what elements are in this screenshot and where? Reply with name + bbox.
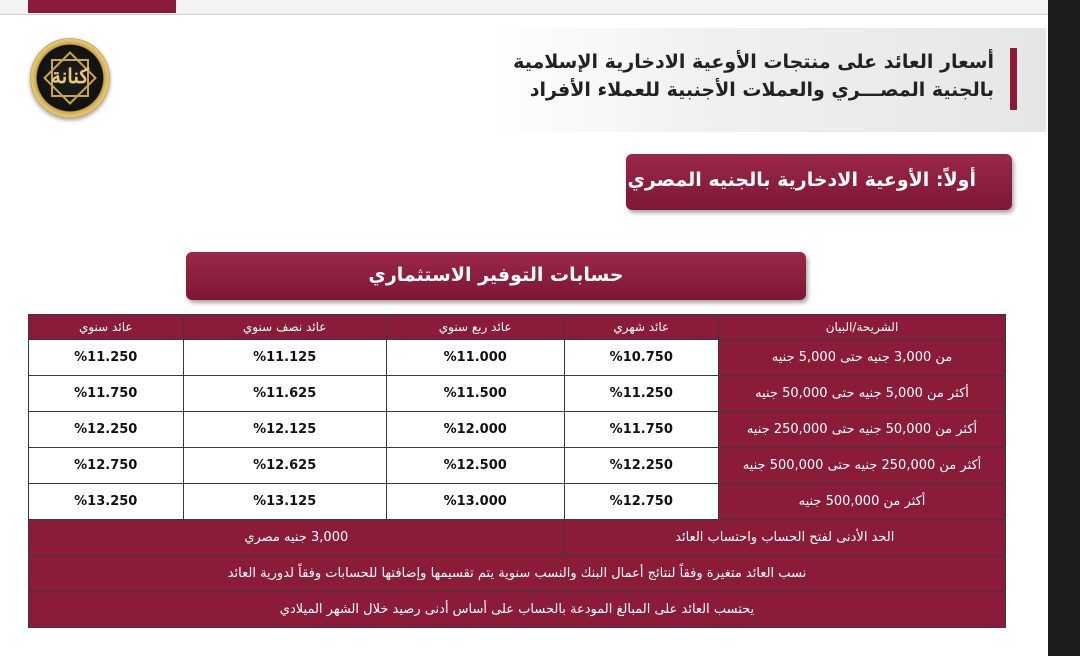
table-row	[29, 412, 1006, 448]
header-semiannual: عائد نصف سنوي	[183, 315, 386, 340]
annual-cell: %12.750	[29, 448, 184, 484]
note-row	[29, 556, 1006, 592]
min-balance-label: الحد الأدنى لفتح الحساب واحتساب العائد	[564, 520, 1005, 556]
header-monthly: عائد شهري	[564, 315, 718, 340]
quarterly-cell: %11.000	[386, 340, 564, 376]
min-balance-row	[29, 520, 1006, 556]
note-min-balance-calc: يحتسب العائد على المبالغ المودعة بالحساب على أساس أدنى رصيد خلال الشهر الميلادي	[29, 592, 1006, 628]
table-row	[29, 484, 1006, 520]
annual-cell: %11.750	[29, 376, 184, 412]
note-variable-rates: نسب العائد متغيرة وفقاً لنتائج أعمال البنك والنسب سنوية يتم تقسيمها وإضافتها للحسابات وفقاً لدورية العائد	[29, 556, 1006, 592]
window-edge	[1048, 0, 1080, 656]
monthly-cell: %12.250	[564, 448, 718, 484]
tier-cell: أكثر من 50,000 جنيه حتى 250,000 جنيه	[719, 412, 1006, 448]
product-title: حسابات التوفير الاستثماري	[368, 264, 624, 286]
section-title: أولاً: الأوعية الادخارية بالجنيه المصري	[627, 169, 976, 191]
header-quarterly: عائد ربع سنوي	[386, 315, 564, 340]
monthly-cell: %11.750	[564, 412, 718, 448]
header-annual: عائد سنوي	[29, 315, 184, 340]
min-balance-value: 3,000 جنيه مصري	[29, 520, 565, 556]
note-row	[29, 592, 1006, 628]
document-page	[0, 26, 1048, 656]
page-title	[474, 48, 994, 104]
monthly-cell: %10.750	[564, 340, 718, 376]
annual-cell: %11.250	[29, 340, 184, 376]
top-accent-bar	[28, 0, 176, 13]
semiannual-cell: %12.625	[183, 448, 386, 484]
quarterly-cell: %12.500	[386, 448, 564, 484]
table-row	[29, 448, 1006, 484]
title-line-1: أسعار العائد على منتجات الأوعية الادخارية الإسلامية	[513, 51, 994, 73]
semiannual-cell: %11.125	[183, 340, 386, 376]
semiannual-cell: %13.125	[183, 484, 386, 520]
section-banner-egp	[626, 154, 1012, 210]
table-row	[29, 376, 1006, 412]
header-accent-bar	[1010, 48, 1017, 110]
tier-cell: أكثر من 500,000 جنيه	[719, 484, 1006, 520]
tier-cell: من 3,000 جنيه حتى 5,000 جنيه	[719, 340, 1006, 376]
table-header-row	[29, 315, 1006, 340]
quarterly-cell: %13.000	[386, 484, 564, 520]
quarterly-cell: %12.000	[386, 412, 564, 448]
table-row	[29, 340, 1006, 376]
semiannual-cell: %11.625	[183, 376, 386, 412]
annual-cell: %12.250	[29, 412, 184, 448]
annual-cell: %13.250	[29, 484, 184, 520]
quarterly-cell: %11.500	[386, 376, 564, 412]
tier-cell: أكثر من 5,000 جنيه حتى 50,000 جنيه	[719, 376, 1006, 412]
tier-cell: أكثر من 250,000 جنيه حتى 500,000 جنيه	[719, 448, 1006, 484]
header-tier: الشريحة/البيان	[719, 315, 1006, 340]
monthly-cell: %11.250	[564, 376, 718, 412]
logo-text: كنانة	[51, 64, 89, 88]
title-line-2: بالجنية المصـــري والعملات الأجنبية للعملاء الأفراد	[529, 79, 994, 101]
rates-table	[28, 314, 1006, 628]
product-banner	[186, 252, 806, 300]
semiannual-cell: %12.125	[183, 412, 386, 448]
bank-logo	[30, 38, 110, 118]
monthly-cell: %12.750	[564, 484, 718, 520]
